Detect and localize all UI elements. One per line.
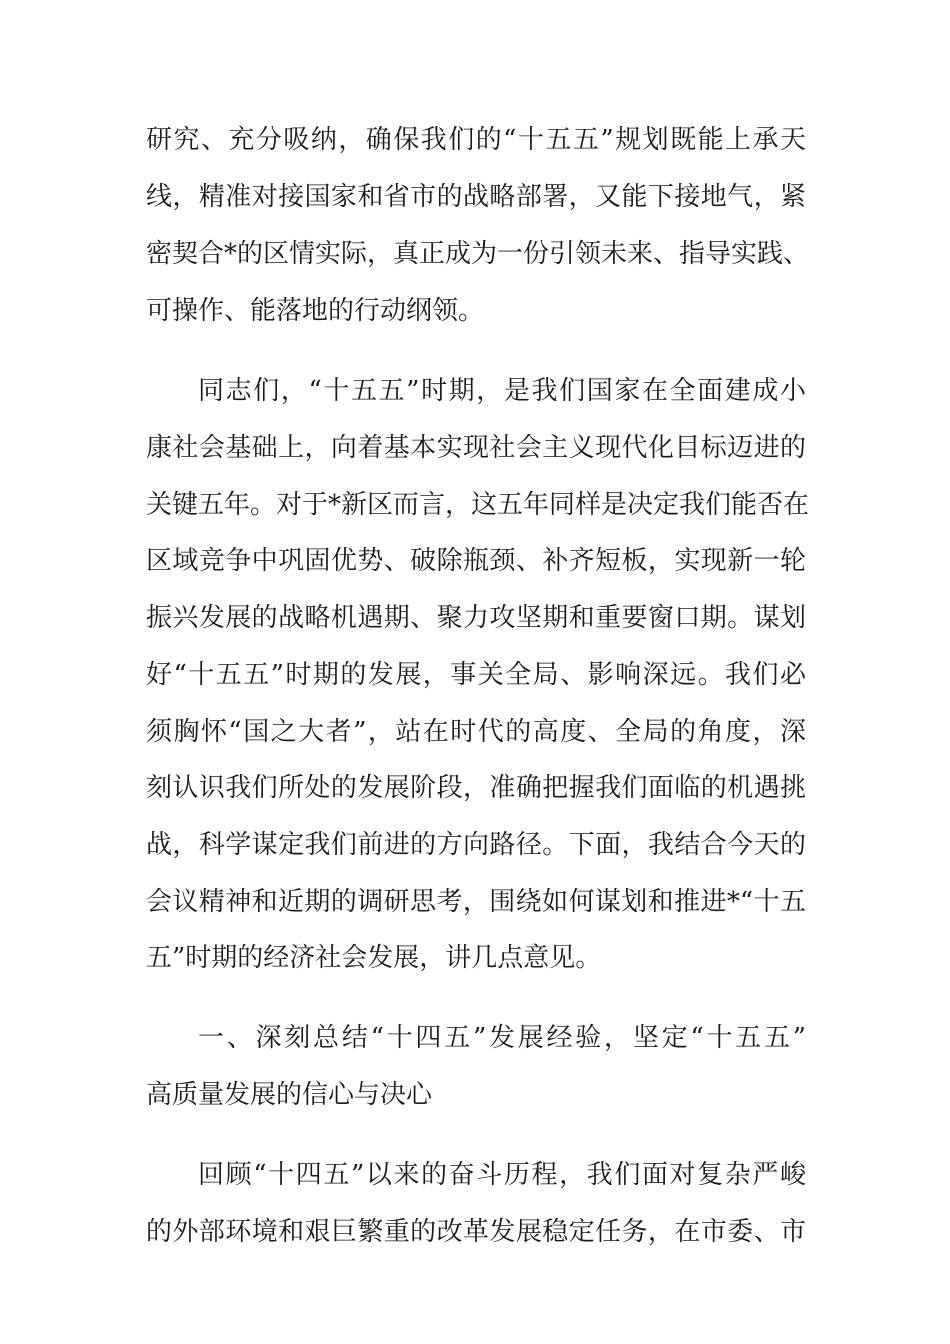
paragraph-1-line-3: 密契合*的区情实际，真正成为一份引领未来、指导实践、 <box>146 239 810 269</box>
paragraph-1-line-1: 研究、充分吸纳，确保我们的“十五五”规划既能上承天 <box>146 125 806 155</box>
section-heading-line-1: 一、深刻总结“十四五”发展经验，坚定“十五五” <box>198 1023 806 1053</box>
paragraph-2-line-1: 同志们，“十五五”时期，是我们国家在全面建成小 <box>198 376 806 406</box>
paragraph-2-line-6: 好“十五五”时期的发展，事关全局、影响深远。我们必 <box>146 660 806 690</box>
section-heading-line-2: 高质量发展的信心与决心 <box>146 1080 433 1110</box>
paragraph-1-line-2: 线，精准对接国家和省市的战略部署，又能下接地气，紧 <box>146 182 806 212</box>
paragraph-2-line-11: 五”时期的经济社会发展，讲几点意见。 <box>146 943 602 973</box>
paragraph-2-line-9: 战，科学谋定我们前进的方向路径。下面，我结合今天的 <box>146 830 806 860</box>
paragraph-2-line-8: 刻认识我们所处的发展阶段，准确把握我们面临的机遇挑 <box>146 773 806 803</box>
paragraph-1-line-4: 可操作、能落地的行动纲领。 <box>146 296 485 326</box>
paragraph-4-line-1: 回顾“十四五”以来的奋斗历程，我们面对复杂严峻 <box>198 1160 806 1190</box>
paragraph-2-line-3: 关键五年。对于*新区而言，这五年同样是决定我们能否在 <box>146 490 810 520</box>
paragraph-2-line-2: 康社会基础上，向着基本实现社会主义现代化目标迈进的 <box>146 433 806 463</box>
paragraph-2-line-5: 振兴发展的战略机遇期、聚力攻坚期和重要窗口期。谋划 <box>146 603 806 633</box>
paragraph-2-line-10: 会议精神和近期的调研思考，围绕如何谋划和推进*“十五 <box>146 887 806 917</box>
paragraph-2-line-7: 须胸怀“国之大者”，站在时代的高度、全局的角度，深 <box>146 717 806 747</box>
paragraph-4-line-2: 的外部环境和艰巨繁重的改革发展稳定任务，在市委、市 <box>146 1217 806 1247</box>
paragraph-2-line-4: 区域竞争中巩固优势、破除瓶颈、补齐短板，实现新一轮 <box>146 546 806 576</box>
